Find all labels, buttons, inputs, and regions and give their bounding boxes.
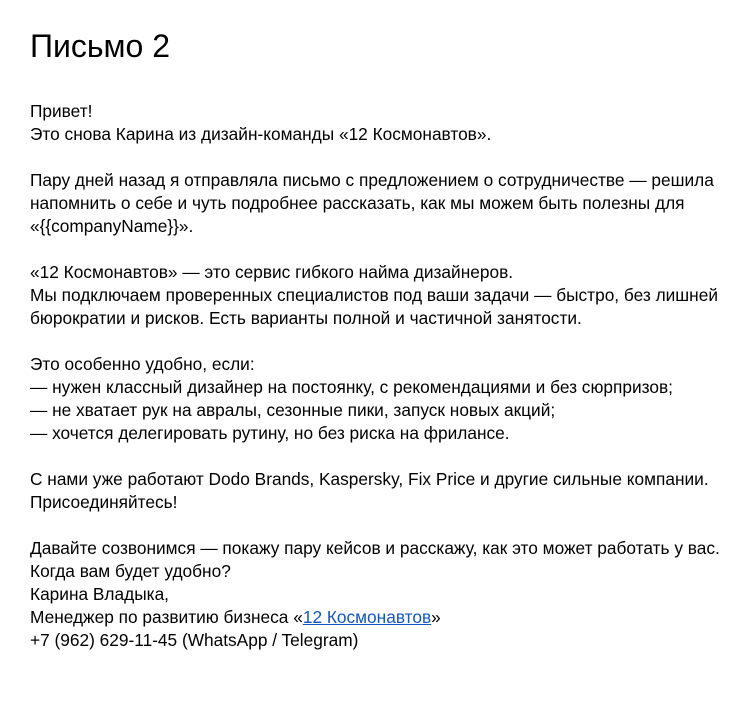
join-line: Присоединяйтесь! — [30, 492, 178, 512]
signature-phone: +7 (962) 629-11-45 (WhatsApp / Telegram) — [30, 630, 359, 650]
signature-role-suffix: » — [431, 607, 441, 627]
benefit-item: — не хватает рук на авралы, сезонные пики, запуск новых акций; — [30, 400, 556, 420]
clients-line: С нами уже работают Dodo Brands, Kaspersky, Fix Price и другие сильные компании. — [30, 469, 709, 489]
signature-role-prefix: Менеджер по развитию бизнеса « — [30, 607, 303, 627]
signature-name: Карина Владыка, — [30, 584, 169, 604]
page-title: Письмо 2 — [30, 28, 171, 64]
spacer — [30, 445, 745, 468]
intro-line: Это снова Карина из дизайн-команды «12 Космонавтов». — [30, 124, 492, 144]
benefit-item: — хочется делегировать рутину, но без риска на фрилансе. — [30, 423, 510, 443]
company-link[interactable]: 12 Космонавтов — [302, 607, 432, 627]
call-to-action-line: Давайте созвонимся — покажу пару кейсов и расскажу, как это может работать у вас. — [30, 538, 720, 558]
spacer — [30, 514, 745, 537]
spacer — [30, 238, 745, 261]
paragraph-2-line-2: Мы подключаем проверенных специалистов под ваши задачи — быстро, без лишней — [30, 285, 718, 305]
question-line: Когда вам будет удобно? — [30, 561, 231, 581]
paragraph-1-line-2: напомнить о себе и чуть подробнее рассказать, как мы можем быть полезны для — [30, 193, 685, 213]
paragraph-2-line-1: «12 Космонавтов» — это сервис гибкого найма дизайнеров. — [30, 262, 514, 282]
spacer — [30, 330, 745, 353]
benefits-intro: Это особенно удобно, если: — [30, 354, 255, 374]
signature-role — [30, 606, 745, 629]
paragraph-1-line-1: Пару дней назад я отправляла письмо с предложением о сотрудничестве — решила — [30, 170, 714, 190]
benefit-item: — нужен классный дизайнер на постоянку, с рекомендациями и без сюрпризов; — [30, 377, 673, 397]
spacer — [30, 146, 745, 169]
email-body — [30, 100, 745, 652]
paragraph-2-line-3: бюрократии и рисков. Есть варианты полной и частичной занятости. — [30, 308, 582, 328]
greeting-line: Привет! — [30, 101, 93, 121]
paragraph-1-line-3: «{{companyName}}». — [30, 216, 194, 236]
